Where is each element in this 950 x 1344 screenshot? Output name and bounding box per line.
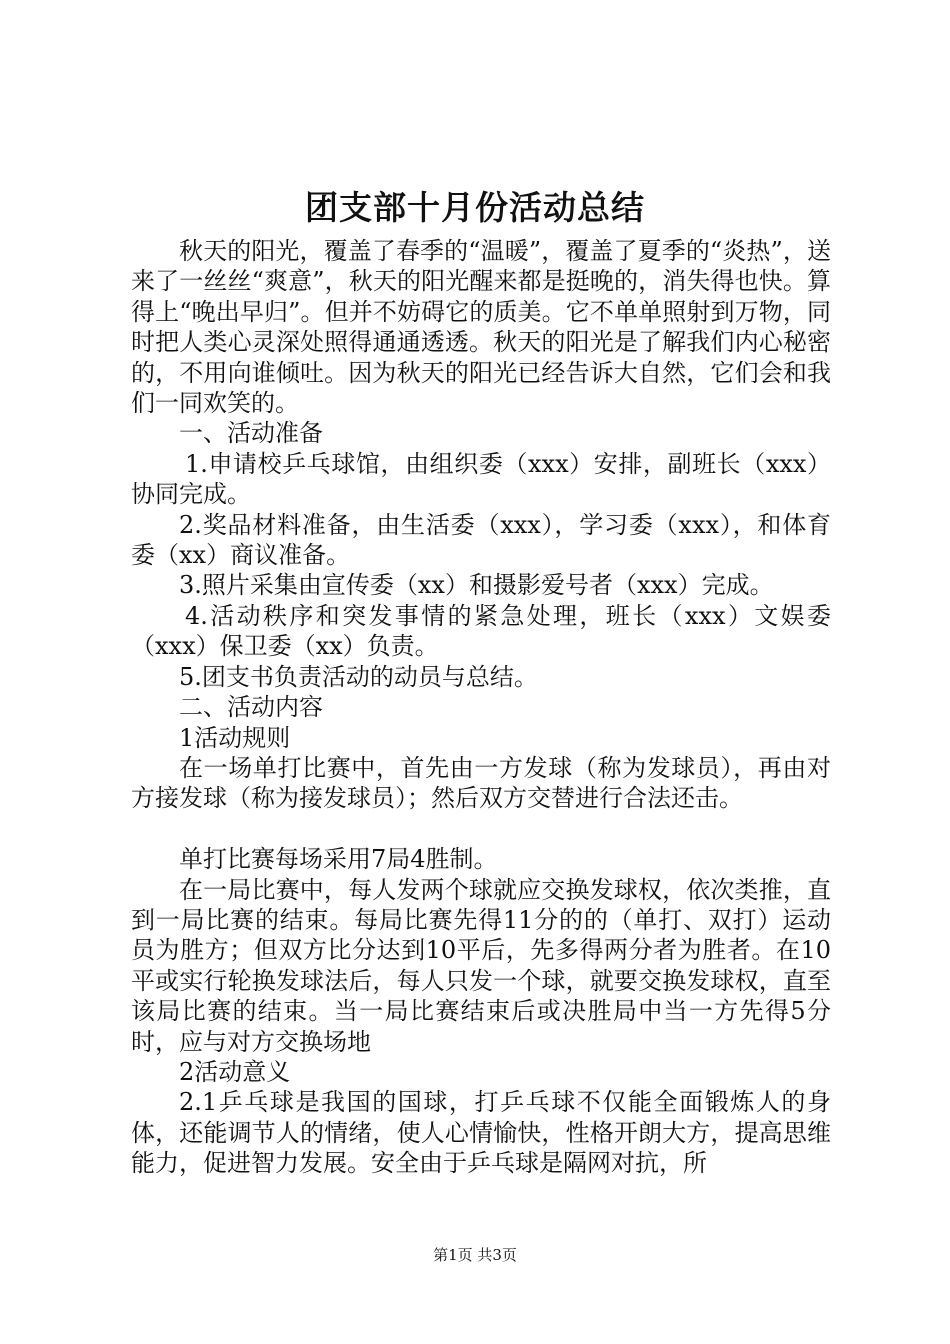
rules-paragraph-2: 单打比赛每场采用7局4胜制。 (179, 845, 498, 874)
blank-line (131, 814, 831, 844)
section-heading-preparation: 一、活动准备 (179, 419, 323, 448)
document-body (131, 236, 831, 1179)
preparation-item-2: 2.奖品材料准备，由生活委（xxx），学习委（xxx），和体育委（xx）商议准备。 (131, 510, 831, 570)
preparation-item-4: 4.活动秩序和突发事情的紧急处理，班长（xxx）文娱委（xxx）保卫委（xx）负责。 (131, 601, 831, 661)
subheading-rules: 1活动规则 (179, 723, 291, 752)
rules-paragraph-3: 在一局比赛中，每人发两个球就应交换发球权，依次类推，直到一局比赛的结束。每局比赛先得11分的的（单打、双打）运动员为胜方；但双方比分达到10平后，先多得两分者为胜者。在10平或实行轮换发球法后，每人只发一个球，就要交换发球权，直至该局比赛的结束。当一局比赛结束后或决胜局中当一方先得5分时，应与对方交换场地 (131, 875, 831, 1056)
preparation-item-1: 1.申请校乒乓球馆，由组织委（xxx）安排，副班长（xxx）协同完成。 (131, 449, 831, 509)
subheading-significance: 2活动意义 (179, 1057, 291, 1086)
page-number: 第1页 共3页 (433, 1246, 517, 1264)
rules-paragraph-1: 在一场单打比赛中，首先由一方发球（称为发球员），再由对方接发球（称为接发球员）；然后双方交替进行合法还击。 (131, 753, 831, 813)
intro-paragraph: 秋天的阳光，覆盖了春季的“温暖”，覆盖了夏季的“炎热”，送来了一丝丝“爽意”，秋天的阳光醒来都是挺晚的，消失得也快。算得上“晚出早归”。但并不妨碍它的质美。它不单单照射到万物，同时把人类心灵深处照得通通透透。秋天的阳光是了解我们内心秘密的，不用向谁倾吐。因为秋天的阳光已经告诉大自然，它们会和我们一同欢笑的。 (131, 237, 831, 418)
preparation-item-5: 5.团支书负责活动的动员与总结。 (179, 662, 538, 691)
section-heading-content: 二、活动内容 (179, 693, 323, 722)
significance-paragraph-1: 2.1乒乓球是我国的国球，打乒乓球不仅能全面锻炼人的身体，还能调节人的情绪，使人心情愉快，性格开朗大方，提高思维能力，促进智力发展。安全由于乒乓球是隔网对抗，所 (131, 1088, 831, 1178)
document-title: 团支部十月份活动总结 (305, 188, 645, 227)
preparation-item-3: 3.照片采集由宣传委（xx）和摄影爱号者（xxx）完成。 (179, 571, 774, 600)
